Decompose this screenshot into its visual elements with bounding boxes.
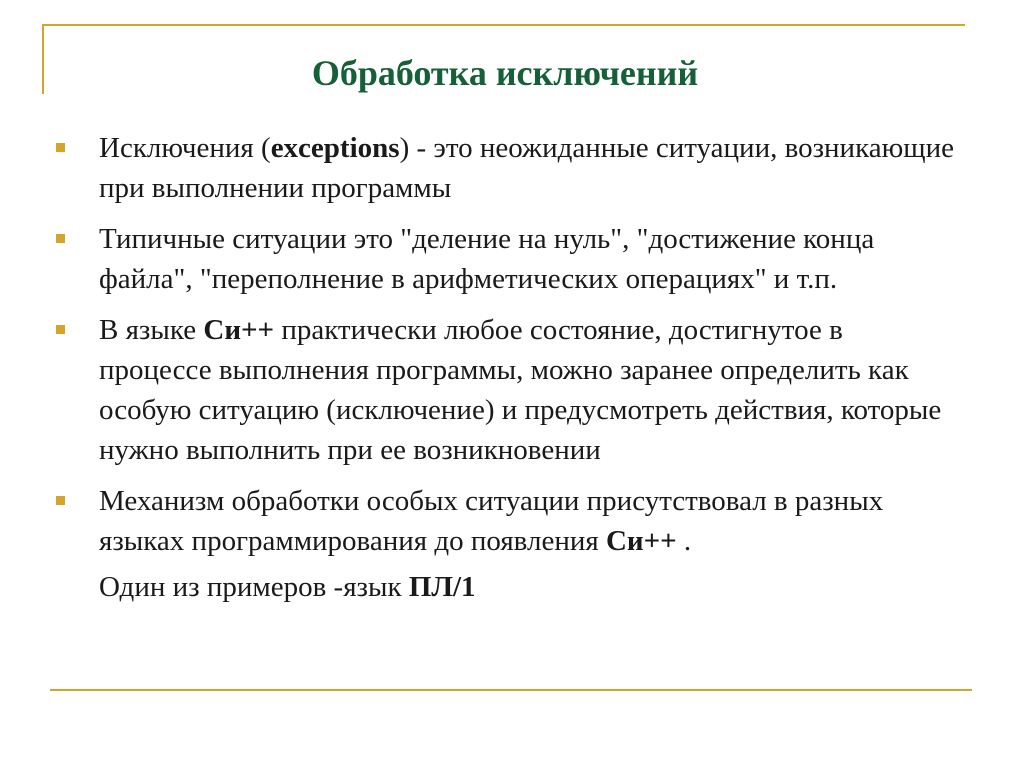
bullet-text-part: Исключения (: [99, 132, 271, 164]
bullet-text: [99, 481, 956, 561]
continuation-text: Один из примеров -язык: [99, 571, 409, 603]
slide-title: Обработка исключений: [311, 53, 699, 93]
bullet-continuation: [99, 567, 956, 607]
bullet-list: [56, 128, 956, 607]
frame-top-line: [42, 24, 965, 26]
square-bullet-icon: [56, 234, 65, 243]
bullet-text-bold: Си++: [203, 314, 275, 346]
bullet-text: [99, 310, 956, 470]
bullet-text-part: .: [676, 525, 692, 557]
bullet-text-part: практически любое состояние, достигнутое в процессе выполнения программы, можно заранее определить как особую ситуацию (исключение) и предусмотреть действия, которые нужно выполнить при ее возникновении: [99, 314, 942, 466]
bullet-item: [56, 310, 956, 470]
bullet-item: [56, 481, 956, 561]
bullet-item: [56, 128, 956, 208]
bullet-text-part: В языке: [99, 314, 204, 346]
bullet-text-part: Механизм обработки особых ситуации присутствовал в разных языках программирования до появления: [99, 485, 884, 557]
continuation-text-bold: ПЛ/1: [408, 571, 476, 603]
bullet-text-bold: exceptions: [270, 132, 400, 164]
bullet-item: [56, 219, 956, 299]
bullet-text: [99, 128, 956, 208]
square-bullet-icon: [56, 143, 65, 152]
bullet-text-bold: Си++: [605, 525, 677, 557]
square-bullet-icon: [56, 496, 65, 505]
square-bullet-icon: [56, 325, 65, 334]
frame-bottom-line: [50, 689, 972, 691]
bullet-text-part: ) - это неожиданные ситуации, возникающие при выполнении программы: [99, 132, 954, 204]
bullet-text-part: Типичные ситуации это "деление на нуль", "достижение конца файла", "переполнение в арифметических операциях" и т.п.: [99, 223, 875, 295]
bullet-text: [99, 219, 956, 299]
